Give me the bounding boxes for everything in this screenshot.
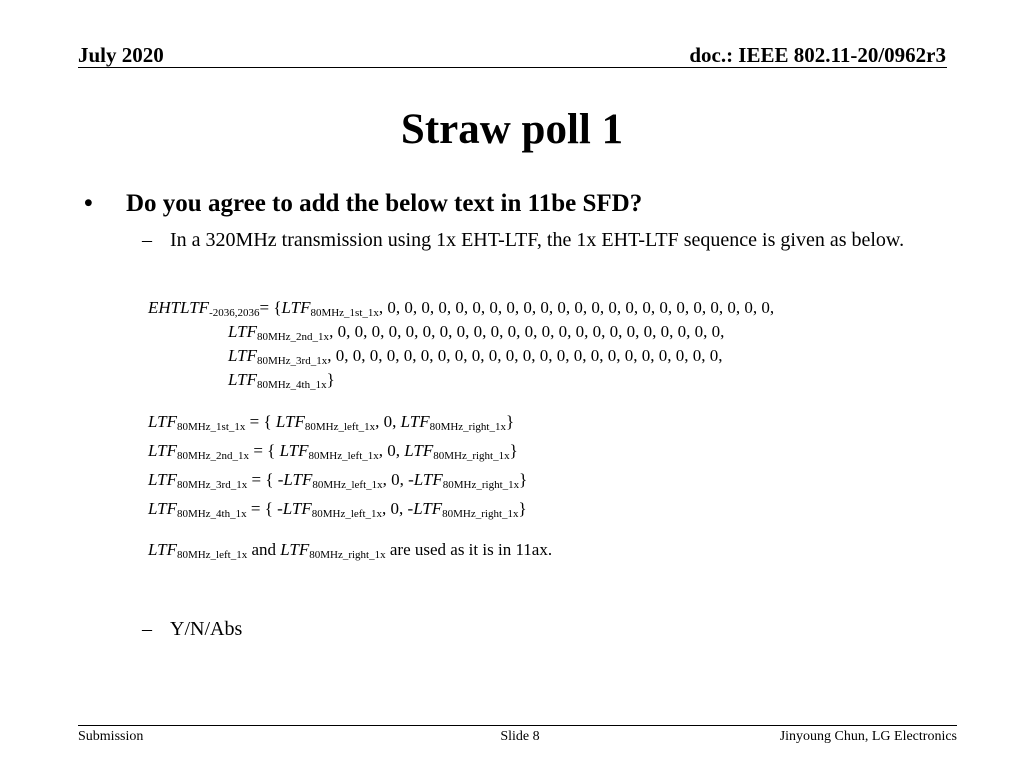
formula-text: }: [519, 470, 528, 489]
formula-subscript: 80MHz_1st_1x: [310, 307, 379, 319]
formula-term: LTF: [148, 412, 177, 431]
formula-subscript: 80MHz_left_1x: [308, 450, 379, 462]
formula-term: LTF: [413, 470, 443, 489]
formula-term: LTF: [280, 540, 310, 559]
formula-subscript: 80MHz_right_1x: [429, 421, 506, 433]
formula-text: , 0, 0, 0, 0, 0, 0, 0, 0, 0, 0, 0, 0, 0, 0, 0, 0, 0, 0, 0, 0, 0, 0, 0,: [378, 298, 775, 317]
formula-subscript: 80MHz_2nd_1x: [176, 450, 250, 462]
formula-text: = { -: [246, 499, 283, 518]
formula-seq-line-3: [228, 345, 722, 367]
formula-def-4th: [148, 498, 527, 520]
formula-subscript: -2036,2036: [209, 307, 260, 319]
formula-text: = { -: [247, 470, 284, 489]
formula-term: LTF: [228, 370, 257, 389]
formula-term: LTF: [228, 322, 257, 341]
formula-subscript: 80MHz_right_1x: [433, 450, 510, 462]
footer-author: Jinyoung Chun, LG Electronics: [779, 729, 957, 744]
formula-subscript: 80MHz_right_1x: [442, 479, 520, 491]
vote-options-text: Y/N/Abs: [170, 618, 243, 640]
header-doc-id: doc.: IEEE 802.11-20/0962r3: [689, 43, 946, 67]
formula-def-2nd: [148, 440, 518, 462]
formula-term: LTF: [404, 441, 434, 460]
formula-text: , 0, -: [382, 499, 414, 518]
formula-text: }: [505, 412, 515, 431]
formula-seq-line-1: [148, 297, 774, 319]
sub-item-description-text: In a 320MHz transmission using 1x EHT-LTF, the 1x EHT-LTF sequence is given as below.: [170, 229, 905, 251]
bullet-question-text: Do you agree to add the below text in 11be SFD?: [126, 190, 643, 217]
footer-divider: [78, 725, 957, 726]
formula-text: , 0,: [378, 441, 405, 460]
formula-text: , 0, 0, 0, 0, 0, 0, 0, 0, 0, 0, 0, 0, 0, 0, 0, 0, 0, 0, 0, 0, 0, 0, 0,: [329, 322, 725, 341]
formula-text: , 0, -: [382, 470, 414, 489]
sub-item-dash: –: [142, 229, 152, 251]
formula-term: LTF: [283, 470, 313, 489]
formula-subscript: 80MHz_3rd_1x: [256, 355, 328, 367]
formula-subscript: 80MHz_left_1x: [311, 508, 383, 520]
footer-slide-number: Slide 8: [500, 729, 540, 744]
formula-term: LTF: [400, 412, 430, 431]
formula-text: and: [247, 540, 281, 559]
formula-subscript: 80MHz_left_1x: [312, 479, 383, 491]
formula-text: }: [509, 441, 518, 460]
sub-item-dash: –: [142, 618, 152, 640]
formula-text: , 0, 0, 0, 0, 0, 0, 0, 0, 0, 0, 0, 0, 0, 0, 0, 0, 0, 0, 0, 0, 0, 0, 0,: [327, 346, 723, 365]
formula-term: LTF: [281, 298, 311, 317]
formula-term: LTF: [413, 499, 443, 518]
formula-subscript: 80MHz_right_1x: [442, 508, 519, 520]
formula-seq-line-4: [228, 369, 335, 391]
formula-note: [148, 539, 552, 561]
formula-subscript: 80MHz_right_1x: [309, 549, 386, 561]
formula-def-1st: [148, 411, 514, 433]
formula-text: }: [326, 370, 335, 389]
formula-text: , 0,: [375, 412, 401, 431]
footer-submission: Submission: [78, 729, 144, 744]
formula-text: are used as it is in 11ax.: [385, 540, 553, 559]
formula-subscript: 80MHz_2nd_1x: [256, 331, 330, 343]
formula-subscript: 80MHz_3rd_1x: [176, 479, 248, 491]
formula-subscript: 80MHz_left_1x: [176, 549, 248, 561]
formula-subscript: 80MHz_4th_1x: [256, 379, 327, 391]
formula-term: LTF: [148, 441, 177, 460]
bullet-dot: •: [84, 190, 93, 217]
formula-term: LTF: [148, 540, 177, 559]
formula-term: LTF: [282, 499, 312, 518]
formula-def-3rd: [148, 469, 527, 491]
slide-title: Straw poll 1: [400, 106, 624, 153]
formula-term: EHTLTF: [148, 298, 210, 317]
formula-term: LTF: [275, 412, 305, 431]
formula-subscript: 80MHz_left_1x: [304, 421, 376, 433]
formula-text: = {: [249, 441, 280, 460]
formula-subscript: 80MHz_4th_1x: [176, 508, 247, 520]
formula-text: }: [518, 499, 527, 518]
formula-seq-line-2: [228, 321, 724, 343]
formula-text: = {: [245, 412, 276, 431]
header-divider: [78, 67, 947, 68]
formula-term: LTF: [148, 470, 177, 489]
formula-term: LTF: [279, 441, 309, 460]
formula-subscript: 80MHz_1st_1x: [176, 421, 246, 433]
formula-term: LTF: [228, 346, 257, 365]
formula-term: LTF: [148, 499, 177, 518]
header-date: July 2020: [78, 43, 164, 67]
formula-text: = {: [259, 298, 282, 317]
